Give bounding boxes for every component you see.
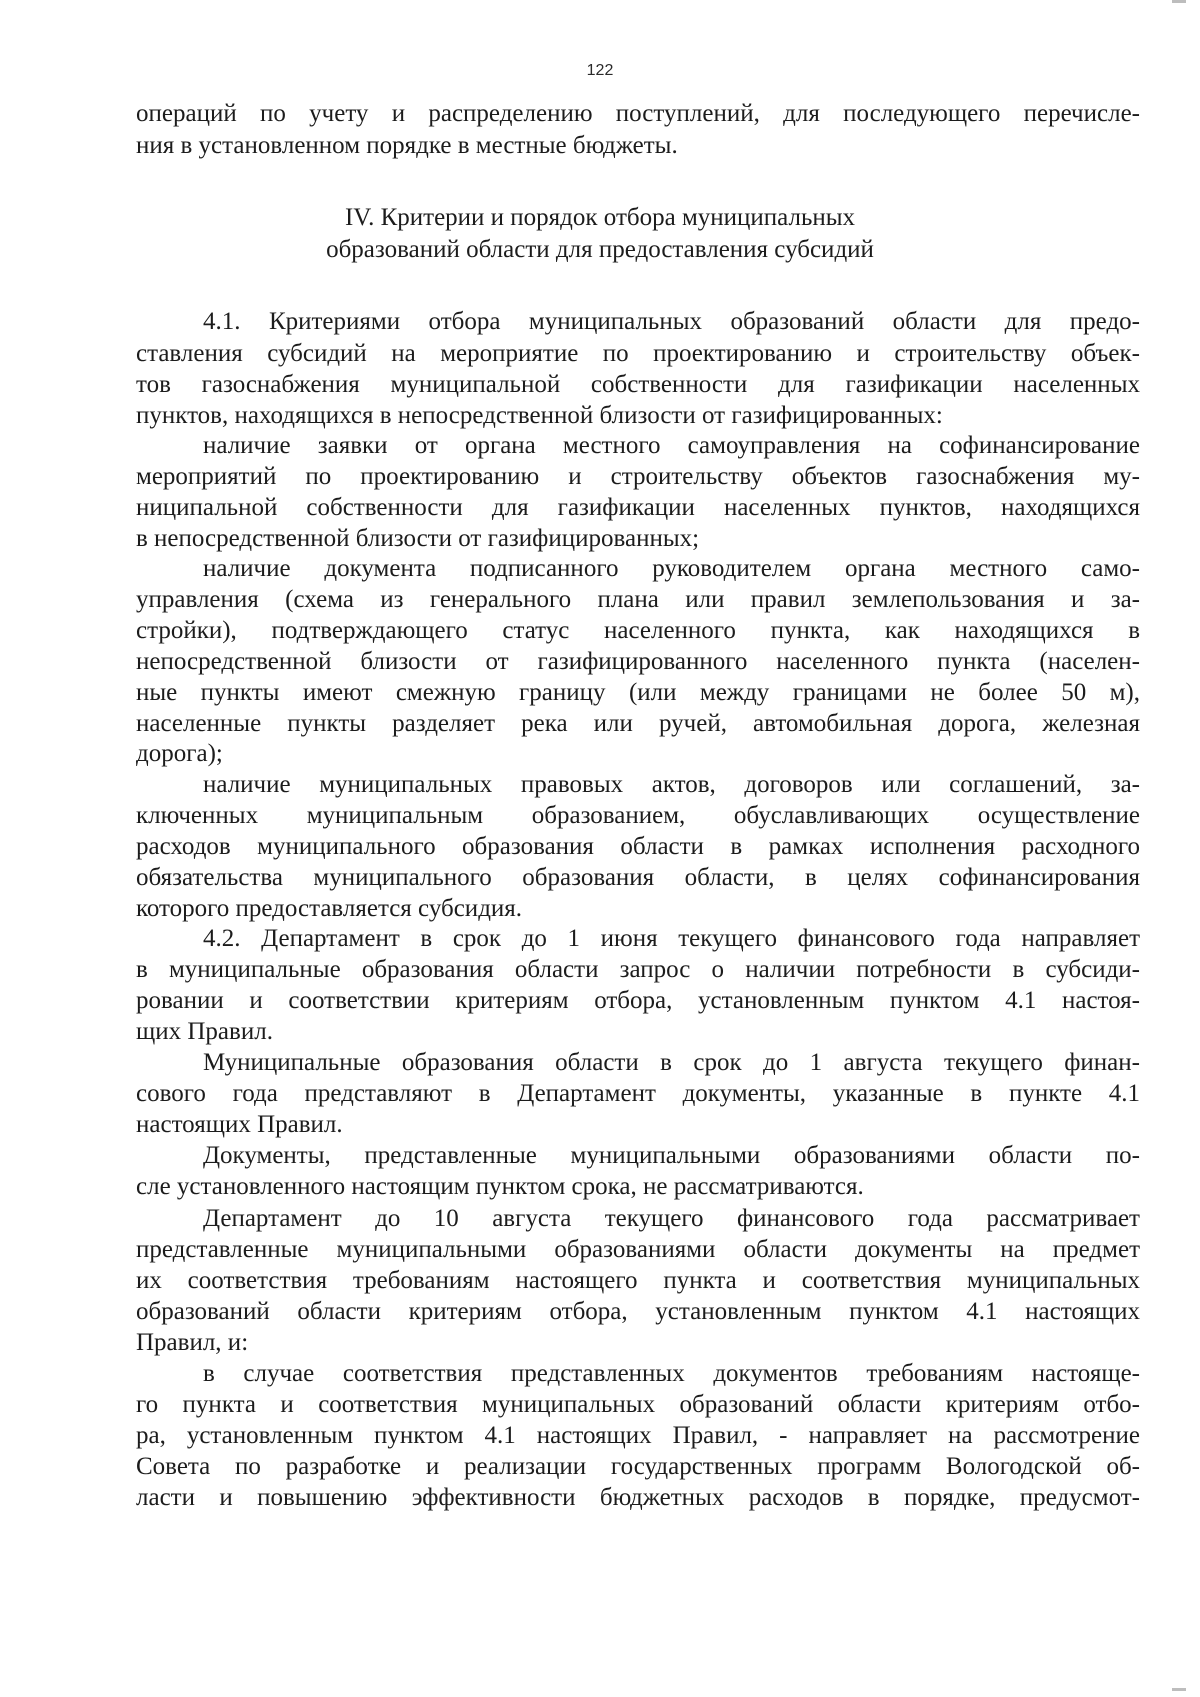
text-line: ставления субсидий на мероприятие по проектированию и строительству объек-: [136, 340, 1140, 367]
text-line: их соответствия требованиям настоящего пункта и соответствия муниципальных: [136, 1267, 1140, 1294]
page-number: 122: [586, 62, 614, 79]
text-line: операций по учету и распределению поступлений, для последующего перечисле-: [136, 100, 1140, 127]
paragraph-line: 4.1. Критериями отбора муниципальных образований области для предо-: [203, 308, 1140, 335]
text-line: ласти и повышению эффективности бюджетных расходов в порядке, предусмот-: [136, 1484, 1140, 1511]
text-line: обязательства муниципального образования области, в целях софинансирования: [136, 864, 1140, 891]
text-line: ровании и соответствии критериям отбора, установленным пунктом 4.1 настоя-: [136, 987, 1140, 1014]
text-line: ключенных муниципальным образованием, обуславливающих осуществление: [136, 802, 1140, 829]
text-line: управления (схема из генерального плана или правил землепользования и за-: [136, 586, 1140, 613]
paragraph-line: Департамент до 10 августа текущего финансового года рассматривает: [203, 1205, 1140, 1232]
text-line: сового года представляют в Департамент документы, указанные в пункте 4.1: [136, 1080, 1140, 1107]
text-line: которого предоставляется субсидия.: [136, 895, 523, 922]
text-line: сле установленного настоящим пунктом срока, не рассматриваются.: [136, 1173, 864, 1200]
text-line: непосредственной близости от газифицированного населенного пункта (населен-: [136, 648, 1140, 675]
text-line: го пункта и соответствия муниципальных образований области критериям отбо-: [136, 1391, 1140, 1418]
text-line: образований области критериям отбора, установленным пунктом 4.1 настоящих: [136, 1298, 1140, 1325]
paragraph-line: 4.2. Департамент в срок до 1 июня текущего финансового года направляет: [203, 925, 1140, 952]
text-line: представленные муниципальными образованиями области документы на предмет: [136, 1236, 1140, 1263]
text-line: тов газоснабжения муниципальной собственности для газификации населенных: [136, 371, 1140, 398]
text-line: мероприятий по проектированию и строительству объектов газоснабжения му-: [136, 463, 1140, 490]
section-heading: IV. Критерии и порядок отбора муниципальных: [344, 204, 856, 231]
text-line: ниципальной собственности для газификации населенных пунктов, находящихся: [136, 494, 1140, 521]
text-line: щих Правил.: [136, 1018, 273, 1045]
text-line: в непосредственной близости от газифицированных;: [136, 525, 700, 552]
paragraph-line: наличие заявки от органа местного самоуправления на софинансирование: [203, 432, 1140, 459]
paragraph-line: наличие муниципальных правовых актов, договоров или соглашений, за-: [203, 771, 1140, 798]
scan-artifact: [1172, 1688, 1186, 1691]
text-line: Совета по разработке и реализации государственных программ Вологодской об-: [136, 1453, 1140, 1480]
section-heading: образований области для предоставления субсидий: [326, 236, 874, 263]
text-line: ра, установленным пунктом 4.1 настоящих Правил, - направляет на рассмотрение: [136, 1422, 1140, 1449]
paragraph-line: в случае соответствия представленных документов требованиям настояще-: [203, 1360, 1140, 1387]
paragraph-line: Муниципальные образования области в срок до 1 августа текущего финан-: [203, 1049, 1140, 1076]
text-line: дорога);: [136, 740, 223, 767]
text-line: ния в установленном порядке в местные бюджеты.: [136, 132, 678, 159]
text-line: настоящих Правил.: [136, 1111, 343, 1138]
paragraph-line: Документы, представленные муниципальными образованиями области по-: [203, 1142, 1140, 1169]
text-line: населенные пункты разделяет река или ручей, автомобильная дорога, железная: [136, 710, 1140, 737]
text-line: ные пункты имеют смежную границу (или между границами не более 50 м),: [136, 679, 1140, 706]
paragraph-line: наличие документа подписанного руководителем органа местного само-: [203, 555, 1140, 582]
text-line: пунктов, находящихся в непосредственной близости от газифицированных:: [136, 402, 943, 429]
text-line: в муниципальные образования области запрос о наличии потребности в субсиди-: [136, 956, 1140, 983]
text-line: Правил, и:: [136, 1329, 249, 1356]
text-line: расходов муниципального образования области в рамках исполнения расходного: [136, 833, 1140, 860]
text-line: стройки), подтверждающего статус населенного пункта, как находящихся в: [136, 617, 1140, 644]
scan-artifact: [1172, 0, 1186, 3]
